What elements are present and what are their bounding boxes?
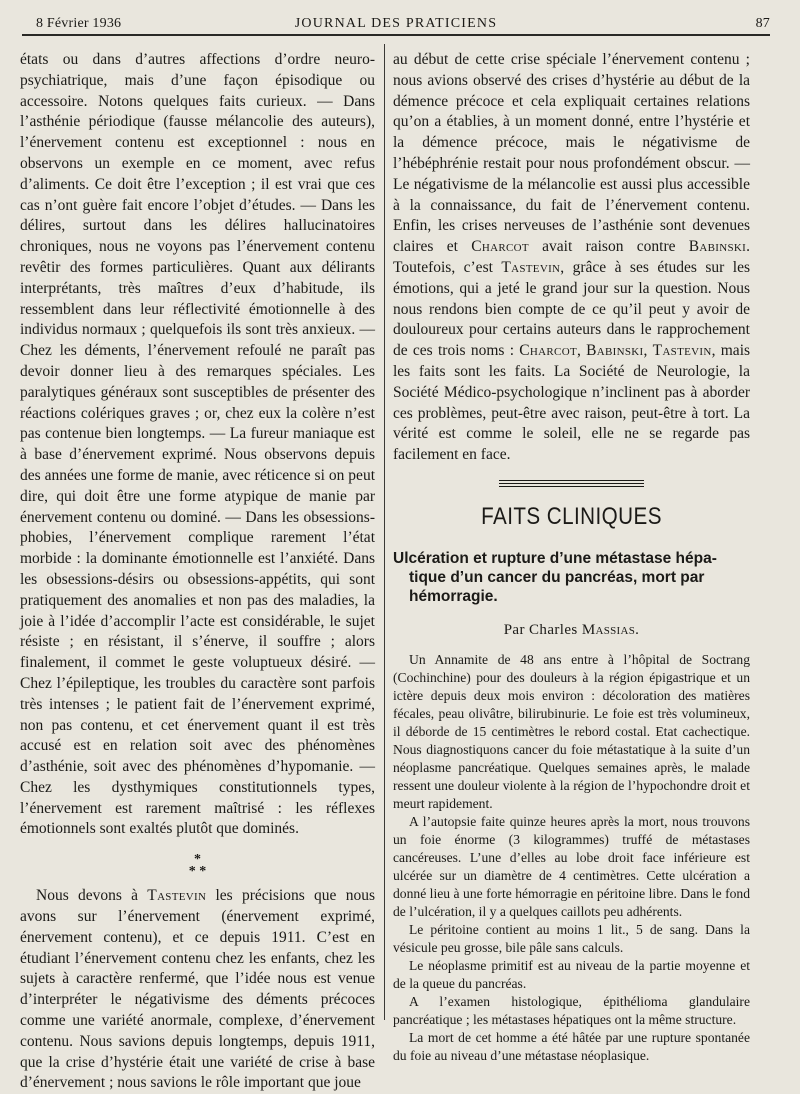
case-paragraph-4: Le néoplasme primitif est au niveau de la partie moyenne et de la queue du pancréas. [393, 957, 750, 991]
case-paragraph-1: Un Annamite de 48 ans entre à l’hôpital de Soctrang (Cochinchine) pour des douleurs à la région épigastrique et un ictère depuis deux mois environ : décoloration des matières fécales, peau olivâtre, bilirubinurie. Le foie est très volumineux, il déborde de 15 centimètres le rebord costal. Etat cachectique. Nous diagnostiquons cancer du foie métastatique à la suite d’un néoplasme pancréatique. Quelques semaines après, le malade ressent une douleur violente à la région de l’hypochondre droit et meurt rapidement. [393, 651, 750, 811]
section-title: FAITS CLINIQUES [481, 502, 662, 530]
left-paragraph-2: Nous devons à Tastevin les précisions que nous avons sur l’énervement (énervement exprimé, énervement contenu), et ce depuis 1911. C’est en étudiant l’énervement contenu chez les enfants, chez les sujets à caractère renfermé, que l’idée nous est venue d’interpréter le négativisme des déments précoces comme une variété anormale, complexe, d’énervement contenu. Nous savions depuis longtemps, depuis 1911, que la crise d’hystérie était une variété de crise à base d’énervement ; nous savions le rôle important que joue [20, 887, 375, 1092]
article-author: Par Charles Massias. [503, 621, 640, 638]
article-title: Ulcération et rupture d’une métastase hépa- tique d’un cancer du pancréas, mort par hémorragie. [393, 549, 717, 605]
asterism-separator: * * * [188, 852, 207, 880]
column-divider [384, 44, 385, 1020]
right-paragraph-1: au début de cette crise spéciale l’énervement contenu ; nous avions observé des crises d’hystérie au début de la démence précoce et cela expliquait certaines relations qu’on a établies, à un moment donné, entre l’hystérie et la démence précoce, mais le négativisme de l’hébéphrénie restait pour nous profondément obscur. — Le négativisme de la mélancolie est aussi plus accessible à la connaissance, du fait de l’énervement contenu. Enfin, les crises nerveuses de l’asthénie sont devenues claires et Charcot avait raison contre Babinski. Toutefois, c’est Tastevin, grâce à ses études sur les émotions, qui a jeté le grand jour sur la question. Nous nous rendons bien compte de ce qu’il peut y avoir de douloureux pour certains auteurs dans le rapprochement de ces trois noms : Charcot, Babinski, Tastevin, mais les faits sont les faits. La Société de Neurologie, la Société Médico-psychologique n’inclinent pas à aborder ces problèmes, peut-être avec raison, peut-être à tort. La vérité est comme le soleil, elle ne se regarde pas facilement en face. [393, 51, 751, 464]
case-paragraph-5: A l’examen histologique, épithélioma glandulaire pancréatique ; les métastases hépatiques ont la même structure. [393, 993, 750, 1027]
right-column [393, 50, 750, 1065]
case-paragraph-6: La mort de cet homme a été hâtée par une rupture spontanée du foie au niveau d’une métastase néoplasique. [393, 1029, 750, 1063]
left-column [20, 50, 375, 1094]
author-name-tastevin: Tastevin [147, 887, 207, 905]
section-rule [393, 480, 750, 487]
page-header [22, 12, 770, 36]
header-journal-title: JOURNAL DES PRATICIENS [294, 16, 498, 31]
header-date: 8 Février 1936 [36, 16, 122, 31]
case-paragraph-3: Le péritoine contient au moins 1 lit., 5 de sang. Dans la vésicule peu grosse, bile pâle sans calculs. [393, 921, 750, 955]
left-paragraph-1: états ou dans d’autres affections d’ordre neuro-psychiatrique, mais d’une façon épisodique ou accessoire. Notons quelques faits curieux. — Dans l’asthénie périodique (fausse mélancolie des auteurs), l’énervement contenu est exceptionnel : nous en observons un exemple en ce moment, avec refus d’aliments. Ce doit être l’exception ; il est vrai que ces cas n’ont guère fait encore l’objet d’études. — Dans les délires, surtout dans les délires hallucinatoires chroniques, nous ne voyons pas l’énervement contenu revêtir des formes particulières. Quant aux délirants interprétants, très maîtres d’eux d’habitude, ils ressemblent dans leur réflectivité émotionnelle à des individus normaux ; quelquefois ils sont très anxieux. — Chez les déments, l’énervement refoulé ne paraît pas devoir donner lieu à des remarques spéciales. Les paralytiques généraux sont susceptibles de présenter des réactions colériques graves ; or, chez eux la colère n’est pas contenue bien longtemps. — La fureur maniaque est à base d’énervement exprimé. Nous observons depuis des années une forme de manie, avec réticence si on peut dire, qui doit être une forme atypique de manie par énervement contenu ou dominé. — Dans les obsessions-phobies, l’énervement complique rarement l’état morbide : la dominante émotionnelle est l’anxiété. Dans les obsessions-désirs ou obsessions-appétits, qui sont pratiquement des anomalies et non pas des maladies, la joie à l’idée d’accomplir l’acte est considérable, le sujet résiste ; en résistant, il s’énerve, il souffre ; alors finalement, il commet le geste voluptueux désiré. — Chez l’épileptique, les troubles du caractère sont parfois très intenses ; le patient fait de l’énervement exprimé, non pas contenu, et cet énervement quant il est très accusé est en relation soit avec des phénomènes d’asthénie, soit avec des phénomènes d’hypomanie. — Chez les dysthymiques constitutionnels types, l’énervement est rarement maîtrisé : les réflexes émotionnels sont exaltés plutôt que dominés. [20, 51, 375, 838]
case-paragraph-2: A l’autopsie faite quinze heures après la mort, nous trouvons un foie énorme (3 kilogrammes) truffé de métastases cancéreuses. L’une d’elles au lobe droit face inférieure est ulcérée sur un diamètre de 4 centimètres. Cette ulcération a donné lieu à une forte hémorragie en péritoine libre. Dans le fond de l’ulcération, il y a quelques caillots peu adhérents. [393, 813, 750, 919]
header-page-number: 87 [755, 16, 770, 31]
